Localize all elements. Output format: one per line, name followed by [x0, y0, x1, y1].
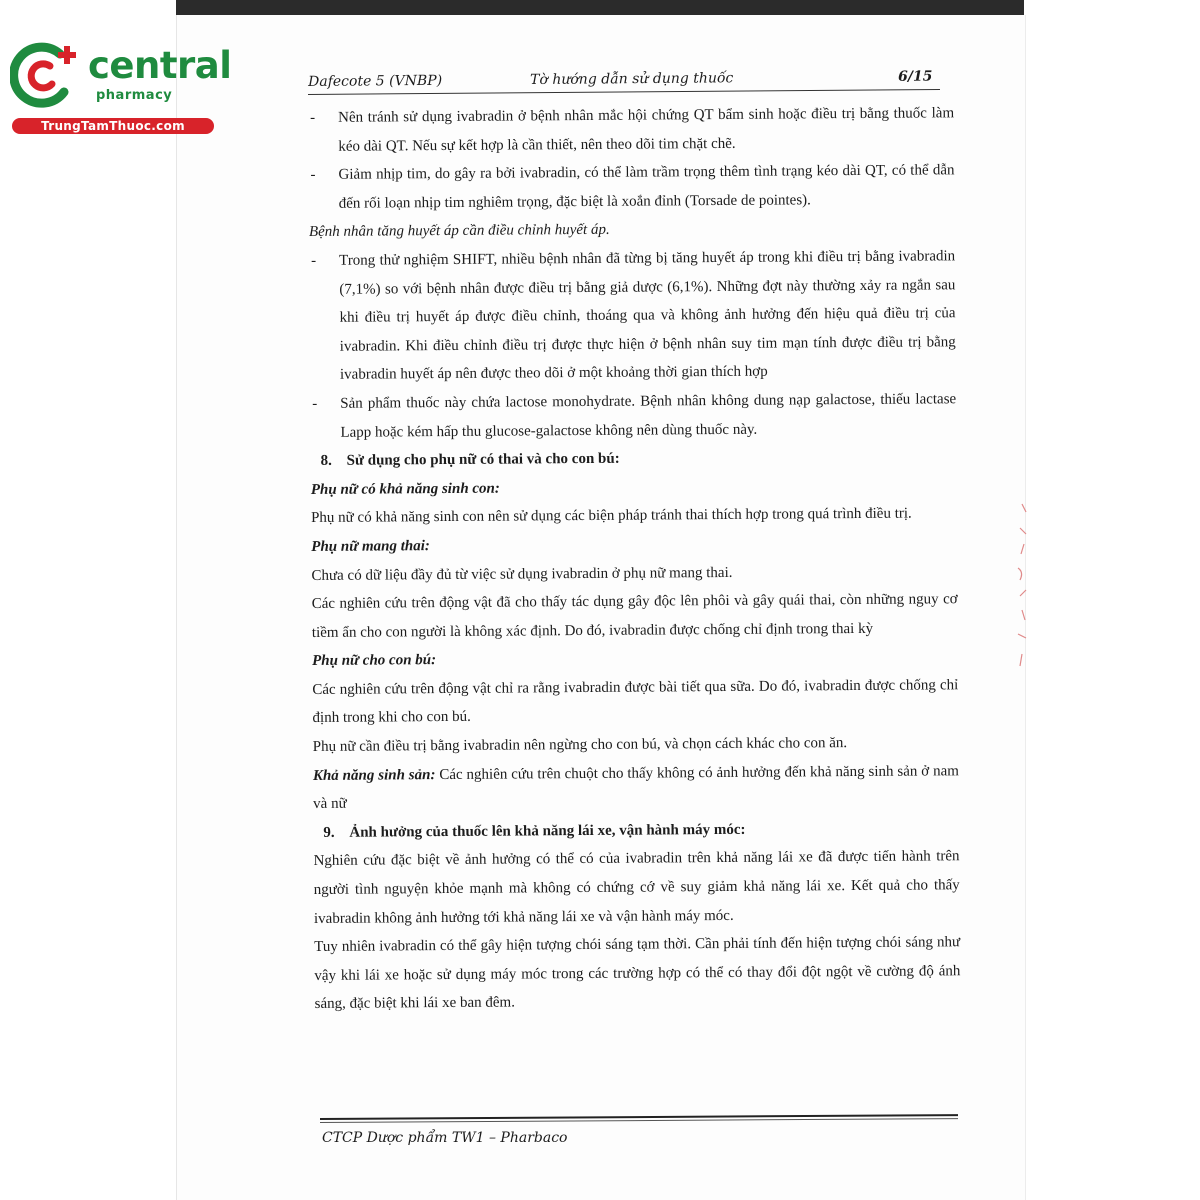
margin-pen-marks [1008, 498, 1038, 678]
paragraph: Các nghiên cứu trên động vật chỉ ra rằng ivabradin được bài tiết qua sữa. Do đó, ivabradin được chống chỉ định trong khi cho con bú. [312, 677, 959, 727]
bullet-dash: - [310, 109, 316, 126]
bullet-text: Giảm nhịp tim, do gây ra bởi ivabradin, có thể làm trầm trọng thêm tình trạng kéo dài QT, có thể dẫn đến rối loạn nhịp tim nghiêm trọng, đặc biệt là xoắn đỉnh (Torsade de pointes). [338, 162, 955, 212]
subheading-breastfeeding: Phụ nữ cho con bú: [312, 652, 437, 670]
header-page-number: 6/15 [898, 68, 933, 85]
bullet-text: Trong thử nghiệm SHIFT, nhiều bệnh nhân đã từng bị tăng huyết áp trong khi điều trị bằng ivabradin (7,1%) so với bệnh nhân được điều trị bằng giả dược (6,1%). Những đợt này thường xảy ra ngắn sau khi điều trị huyết áp được điều chỉnh, thoáng qua và không ảnh hưởng đến hiệu quả điều trị của ivabradin. Khi điều chỉnh điều trị được thực hiện ở bệnh nhân suy tim mạn tính được điều trị bằng ivabradin huyết áp nên được theo dõi ở một khoảng thời gian thích hợp [339, 248, 956, 384]
section-number: 9. [323, 824, 335, 841]
subheading-fertile-women: Phụ nữ có khả năng sinh con: [310, 480, 500, 498]
bullet-item [308, 156, 954, 218]
bullet-item [310, 385, 956, 447]
subheading-pregnant-women: Phụ nữ mang thai: [311, 538, 430, 555]
bullet-dash: - [310, 167, 316, 184]
paragraph: Chưa có dữ liệu đầy đủ từ việc sử dụng ivabradin ở phụ nữ mang thai. [311, 564, 733, 584]
bullet-text: Sản phẩm thuốc này chứa lactose monohydrate. Bệnh nhân không dung nạp galactose, thiếu lactase Lapp hoặc kém hấp thu glucose-galactose không nên dùng thuốc này. [340, 391, 957, 441]
section-title: Ảnh hưởng của thuốc lên khả năng lái xe, vận hành máy móc: [349, 821, 746, 841]
document-body [308, 99, 961, 1019]
fertility-paragraph [313, 757, 959, 819]
bullet-dash: - [312, 395, 318, 412]
logo-mark-icon [10, 40, 82, 108]
paragraph: Nghiên cứu đặc biệt về ảnh hưởng có thể có của ivabradin trên khả năng lái xe đã được tiến hành trên người tình nguyện khỏe mạnh mà không có chứng cớ về suy giảm khả năng lái xe. Kết quả cho thấy ivabradin không ảnh hưởng tới khả năng lái xe và vận hành máy móc. [313, 848, 960, 927]
bullet-item [308, 99, 954, 161]
bullet-item [309, 242, 956, 390]
logo-wordmark: central [88, 44, 232, 87]
bullet-text: Nên tránh sử dụng ivabradin ở bệnh nhân mắc hội chứng QT bẩm sinh hoặc điều trị bằng thuốc làm kéo dài QT. Nếu sự kết hợp là cần thiết, nên theo dõi tim chặt chẽ. [338, 105, 955, 155]
fertility-label: Khả năng sinh sản: [312, 766, 436, 784]
hypertension-heading: Bệnh nhân tăng huyết áp cần điều chỉnh huyết áp. [308, 222, 610, 241]
paragraph: Các nghiên cứu trên động vật đã cho thấy tác dụng gây độc lên phôi và gây quái thai, còn những nguy cơ tiềm ẩn cho con người là không xác định. Do đó, ivabradin được chống chỉ định trong thai kỳ [311, 591, 958, 641]
logo-website-link[interactable]: TrungTamThuoc.com [12, 118, 214, 134]
section-number: 8. [320, 452, 332, 470]
central-pharmacy-logo[interactable] [8, 36, 232, 136]
paragraph: Phụ nữ cần điều trị bằng ivabradin nên ngừng cho con bú, và chọn cách khác cho con ăn. [312, 735, 848, 756]
bullet-dash: - [311, 252, 317, 269]
logo-subtitle: pharmacy [96, 88, 173, 103]
fertility-text: Các nghiên cứu trên chuột cho thấy không có ảnh hưởng đến khả năng sinh sản ở nam và nữ [313, 762, 959, 813]
footer-company: CTCP Dược phẩm TW1 – Pharbaco [322, 1130, 568, 1146]
header-document-title: Tờ hướng dẫn sử dụng thuốc [530, 70, 734, 89]
scan-edge-bar [176, 0, 1024, 15]
section-title: Sử dụng cho phụ nữ có thai và cho con bú: [346, 450, 620, 469]
paragraph: Phụ nữ có khả năng sinh con nên sử dụng các biện pháp tránh thai thích hợp trong quá trình điều trị. [310, 505, 912, 527]
header-product-name: Dafecote 5 (VNBP) [308, 72, 443, 90]
paragraph: Tuy nhiên ivabradin có thể gây hiện tượng chói sáng tạm thời. Cần phải tính đến hiện tượng chói sáng như vậy khi lái xe hoặc sử dụng máy móc trong các trường hợp có thể có thay đổi đột ngột về cường độ ánh sáng, đặc biệt khi lái xe ban đêm. [314, 934, 961, 1013]
